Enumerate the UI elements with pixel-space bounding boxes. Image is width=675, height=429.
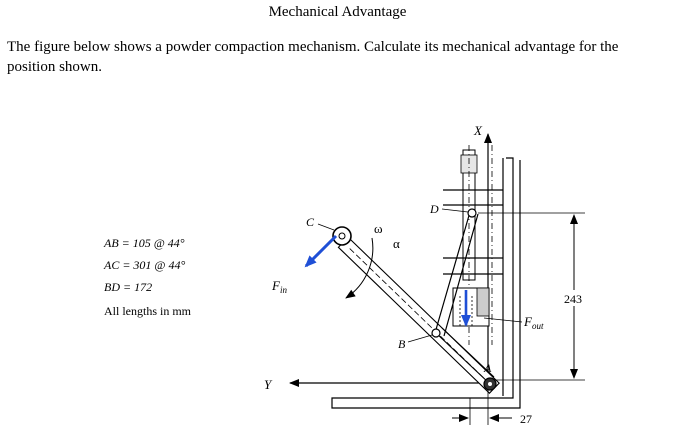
label-alpha: α xyxy=(393,236,400,251)
label-omega: ω xyxy=(374,221,383,236)
label-dim-27: 27 xyxy=(520,412,532,426)
label-a: A xyxy=(484,361,492,375)
leader-c xyxy=(318,224,334,230)
label-d: D xyxy=(430,202,439,216)
given-ac: AC = 301 @ 44° xyxy=(104,258,186,272)
label-dim-243: 243 xyxy=(564,292,582,306)
label-f-in: $F_{in}$ xyxy=(272,278,287,295)
f-in-arrow xyxy=(306,236,336,266)
given-bd: BD = 172 xyxy=(104,280,153,294)
joint-b xyxy=(432,329,440,337)
joint-a-pin xyxy=(488,382,492,386)
label-y: Y xyxy=(264,377,272,392)
label-x: X xyxy=(474,123,482,138)
joint-c-pin xyxy=(339,233,345,239)
die-hatch xyxy=(477,288,489,316)
label-b: B xyxy=(398,337,406,351)
link-ab xyxy=(436,333,490,384)
problem-statement: The figure below shows a powder compaction mechanism. Calculate its mechanical advantage for the position shown. xyxy=(7,39,619,75)
leader-b xyxy=(408,335,432,342)
frame-plate xyxy=(332,158,520,408)
joint-d xyxy=(468,209,476,217)
label-c: C xyxy=(306,215,315,229)
given-units: All lengths in mm xyxy=(104,304,191,318)
given-ab: AB = 105 @ 44° xyxy=(104,236,185,250)
page-title: Mechanical Advantage xyxy=(268,4,407,20)
label-f-out: $F_{out}$ xyxy=(524,314,544,331)
